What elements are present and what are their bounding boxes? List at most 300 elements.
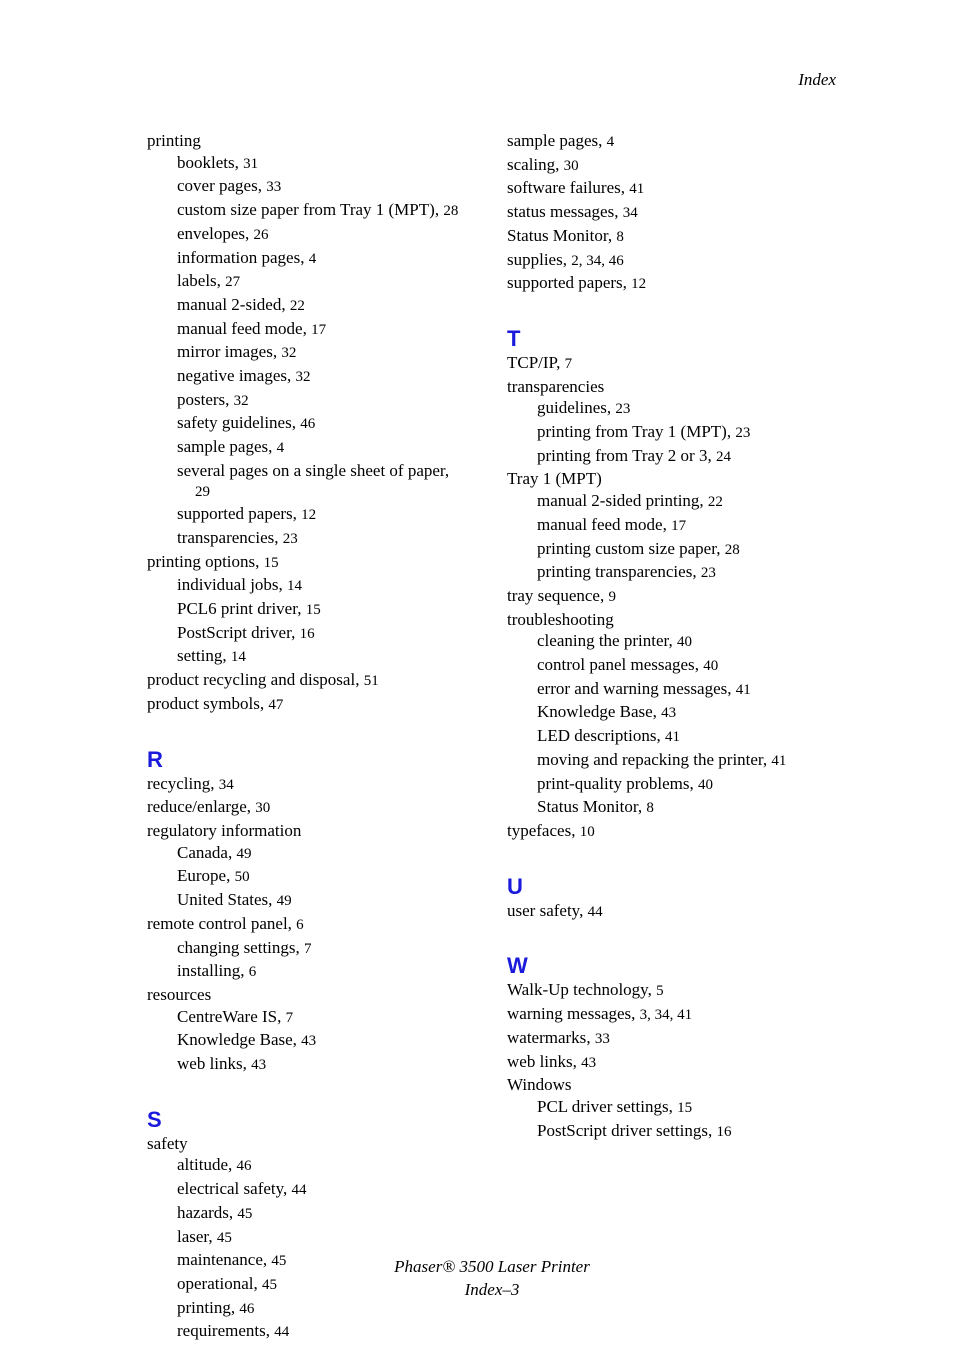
index-subentry [147,937,492,961]
index-separator: , [244,223,254,243]
index-subentry [147,1320,492,1344]
index-page-ref: 47 [268,696,284,713]
index-term: Tray 1 (MPT) [507,469,602,489]
index-page-ref: 45 [261,1276,277,1293]
index-term: supported papers [177,504,293,524]
index-subentry [147,1029,492,1053]
index-separator: , [556,352,565,372]
index-page-ref: 46 [239,1300,255,1317]
index-page-ref: 34 [218,776,234,793]
index-separator: , [226,866,235,886]
index-subentry [147,1178,492,1202]
index-entry [147,551,492,575]
index-term: booklets [177,152,235,172]
index-separator: , [222,646,231,666]
index-separator: , [607,225,617,245]
index-separator: , [291,622,300,642]
index-subentry [507,490,847,514]
page-footer [0,1256,954,1301]
index-entry [147,693,492,717]
index-term: transparencies [507,376,605,396]
index-separator: , [230,1297,240,1317]
index-separator: , [572,1051,582,1071]
index-term: manual 2-sided [177,294,282,314]
index-term: Knowledge Base [537,702,653,722]
index-term: sample pages [507,131,599,150]
index-subentry [507,725,847,749]
index-entry [507,154,847,178]
index-separator: , [283,1179,292,1199]
footer-product-name: Phaser® 3500 Laser Printer [394,1257,590,1276]
index-subentry [507,749,847,773]
index-page-ref: 6 [296,916,304,933]
index-term: operational [177,1273,254,1293]
index-page-ref: 28 [724,541,740,558]
index-subentry [147,389,492,413]
index-subentry [147,152,492,176]
index-subentry [147,412,492,436]
index-term: posters [177,389,226,409]
index-term: regulatory information [147,820,302,840]
index-page-ref: 40 [676,634,692,651]
index-subentry [147,199,492,223]
index-term: watermarks [507,1027,587,1047]
index-separator: , [647,980,657,1000]
index-subentry [147,622,492,646]
index-entry [507,820,847,844]
index-page-ref: 28 [443,203,459,220]
index-separator: , [240,961,249,981]
index-page-ref: 23 [735,425,751,442]
index-term: altitude [177,1155,228,1175]
index-page-ref: 49 [276,893,292,910]
index-page-ref: 29 [195,483,210,500]
index-separator: , [637,797,647,817]
index-entry [147,130,492,152]
index-separator: , [253,1273,262,1293]
index-subentry [147,1154,492,1178]
index-page-ref: 41 [735,681,751,698]
index-separator: , [281,294,290,314]
index-term: cover pages [177,176,258,196]
index-page-ref: 32 [295,369,311,386]
index-term: safety guidelines [177,413,292,433]
index-separator: , [598,131,607,150]
index-page-ref: 43 [251,1057,267,1074]
index-subentry [147,436,492,460]
index-term: status messages [507,202,615,222]
index-page-ref: 3, 34, 41 [639,1007,693,1024]
index-separator: , [614,202,623,222]
index-page-ref: 44 [587,903,603,920]
index-term: Canada [177,842,228,862]
index-term: printing [177,1297,231,1317]
index-subentry [147,574,492,598]
index-separator: , [555,154,564,174]
index-separator: , [259,693,269,713]
index-subentry [147,247,492,271]
index-term: printing custom size paper [537,538,717,558]
index-page-ref: 7 [285,1009,294,1026]
index-separator: , [262,1250,272,1270]
index-page-ref: 6 [248,964,257,981]
index-term: Knowledge Base [177,1030,293,1050]
index-separator: , [726,422,736,442]
index-separator: , [668,1096,678,1116]
index-section-letter: R [147,746,163,772]
index-separator: , [227,842,237,862]
index-term: negative images [177,366,287,386]
index-separator: , [707,1120,717,1140]
index-separator: , [268,437,277,457]
running-header: Index [798,70,836,89]
index-page-ref: 15 [263,554,279,571]
index-entry [507,249,847,273]
index-term: PCL6 print driver [177,599,298,619]
index-page-ref: 15 [677,1099,693,1116]
index-separator: , [234,152,244,172]
index-entry [507,1051,847,1075]
index-page-ref: 43 [661,705,677,722]
index-page-ref: 14 [230,649,246,666]
index-page-ref: 33 [594,1030,610,1047]
index-subentry [507,701,847,725]
index-term: manual feed mode [177,318,303,338]
index-page-ref: 17 [311,321,327,338]
index-subentry [147,294,492,318]
index-separator: , [257,176,267,196]
index-separator: , [652,702,662,722]
index-separator: , [622,273,632,293]
index-page-ref: 43 [301,1033,317,1050]
index-term: Europe [177,866,227,886]
index-separator: , [265,1321,275,1341]
index-separator: , [620,178,630,198]
index-separator: , [277,1006,286,1026]
index-term: hazards [177,1202,229,1222]
index-section-letter: S [147,1106,162,1132]
index-subentry [507,561,847,585]
index-entry [147,773,492,797]
index-separator: , [242,1054,252,1074]
index-separator: , [210,773,219,793]
index-separator: , [571,820,580,840]
index-separator: , [302,318,312,338]
index-page-ref: 43 [581,1054,597,1071]
index-term: laser [177,1226,209,1246]
index-term: safety [147,1133,188,1153]
index-term: Windows [507,1075,572,1095]
index-separator: , [699,491,708,511]
index-separator: , [631,1004,640,1024]
index-separator: , [274,527,283,547]
index-term: PCL driver settings [537,1096,669,1116]
index-separator: , [586,1027,595,1047]
index-subentry [147,960,492,984]
index-subentry [147,1053,492,1077]
index-separator: , [444,460,450,480]
index-subentry [147,270,492,294]
index-page-ref: 22 [289,297,305,314]
index-subentry [147,175,492,199]
index-term: individual jobs [177,575,279,595]
index-term: changing settings [177,937,296,957]
index-subentry [507,514,847,538]
index-entry [507,900,847,924]
index-term: CentreWare IS [177,1006,278,1026]
index-section-letter: T [507,325,521,351]
index-entry [507,352,847,376]
index-page-ref: 41 [629,181,645,198]
index-separator: , [287,913,297,933]
index-term: tray sequence [507,585,600,605]
index-page-ref: 45 [216,1229,232,1246]
index-page-ref: 40 [698,776,714,793]
index-term: remote control panel [147,913,288,933]
index-separator: , [662,514,672,534]
index-entry [507,609,847,631]
index-page-ref: 14 [287,578,303,595]
index-page-ref: 23 [700,565,716,582]
index-page-ref: 32 [281,345,297,362]
index-subentry [147,318,492,342]
index-term: product symbols [147,693,260,713]
index-term: web links [177,1054,243,1074]
index-page-ref: 27 [225,274,241,291]
index-column-left [147,130,492,1344]
index-term: supplies [507,249,563,269]
index-page-ref: 8 [616,228,624,245]
index-separator: , [227,1155,237,1175]
index-separator: , [707,445,716,465]
index-page-ref: 49 [236,845,252,862]
index-page-ref: 34 [622,205,638,222]
index-term: recycling [147,773,211,793]
index-separator: , [579,900,588,920]
index-separator: , [694,655,704,675]
index-term: manual feed mode [537,514,663,534]
index-term: Walk-Up technology [507,980,648,1000]
index-page-ref: 45 [237,1205,253,1222]
index-term: software failures [507,178,621,198]
index-separator: , [668,631,677,651]
index-separator: , [278,575,288,595]
index-subentry [507,1096,847,1120]
index-page-ref: 4 [308,250,317,267]
index-term: installing [177,961,241,981]
index-entry [507,1003,847,1027]
index-separator: , [355,670,364,690]
index-section-letter: U [507,873,523,899]
index-term: mirror images [177,342,273,362]
index-subentry [147,223,492,247]
index-term: PostScript driver [177,622,292,642]
index-subentry [147,365,492,389]
index-term: reduce/enlarge [147,797,247,817]
index-page-ref: 9 [608,588,616,605]
index-subentry [147,1226,492,1250]
index-page-ref: 24 [715,448,731,465]
index-entry [147,820,492,842]
index-term: manual 2-sided printing [537,491,700,511]
index-term: web links [507,1051,573,1071]
index-entry [507,979,847,1003]
index-page-ref: 12 [301,507,317,524]
index-page-ref: 46 [300,416,316,433]
index-page-ref: 16 [716,1123,732,1140]
index-term: LED descriptions [537,726,657,746]
index-term: printing from Tray 2 or 3 [537,445,708,465]
index-term: several pages on a single sheet of paper [177,460,445,480]
index-term: Status Monitor [537,797,638,817]
index-term: printing transparencies [537,562,693,582]
index-term: envelopes [177,223,245,243]
index-entry [147,796,492,820]
index-term: printing [147,131,201,150]
index-subentry [507,678,847,702]
index-subentry [147,889,492,913]
index-separator: , [292,504,302,524]
index-term: electrical safety [177,1179,284,1199]
index-page-ref: 30 [255,800,271,817]
index-page-ref: 44 [291,1182,307,1199]
index-term: printing options [147,551,256,571]
index-term: information pages [177,247,301,267]
index-term: labels [177,271,217,291]
index-separator: , [225,389,234,409]
index-page-ref: 40 [703,658,719,675]
index-separator: , [727,678,736,698]
index-term: print-quality problems [537,773,690,793]
index-page-ref: 23 [282,530,298,547]
index-page-ref: 2, 34, 46 [571,252,624,269]
index-separator: , [716,538,725,558]
index-separator: , [300,247,309,267]
index-term: supported papers [507,273,623,293]
index-term: product recycling and disposal [147,670,356,690]
index-subentry [147,865,492,889]
index-page-ref: 23 [615,401,631,418]
index-subentry [147,598,492,622]
index-term: transparencies [177,527,275,547]
index-term: warning messages [507,1004,632,1024]
index-term: user safety [507,900,580,920]
index-page-ref: 51 [363,673,379,690]
index-entry [147,913,492,937]
index-term: control panel messages [537,655,695,675]
index-page-ref: 44 [274,1324,290,1341]
index-separator: , [297,599,306,619]
index-subentry [507,796,847,820]
index-entry [507,201,847,225]
footer-page-number: Index–3 [464,1279,520,1299]
index-entry [507,272,847,296]
index-page-ref: 22 [707,494,723,511]
index-term: PostScript driver settings [537,1120,708,1140]
index-separator: , [216,271,226,291]
index-subentry [147,460,492,503]
index-separator: , [562,249,572,269]
index-entry [507,225,847,249]
index-column-right [507,130,847,1143]
index-separator: , [762,749,772,769]
index-term: typefaces [507,820,572,840]
index-separator: , [268,890,277,910]
index-entry [147,669,492,693]
index-subentry [507,1120,847,1144]
index-subentry [147,645,492,669]
index-subentry [147,527,492,551]
index-page-ref: 41 [771,752,787,769]
index-entry [507,1074,847,1096]
index-page-ref: 17 [671,517,687,534]
index-entry [507,177,847,201]
index-separator: , [606,398,616,418]
index-page-ref: 16 [299,625,315,642]
index-entry [507,1027,847,1051]
index-entry [147,1133,492,1155]
index-subentry [147,341,492,365]
index-page-ref: 30 [563,157,579,174]
index-separator: , [272,342,282,362]
index-page-ref: 41 [664,729,680,746]
index-page-ref: 7 [564,355,573,372]
index-term: error and warning messages [537,678,728,698]
index-separator: , [255,551,264,571]
index-separator: , [287,366,296,386]
index-separator: , [689,773,699,793]
index-term: custom size paper from Tray 1 (MPT) [177,200,435,220]
index-separator: , [656,726,665,746]
index-separator: , [228,1202,238,1222]
index-term: resources [147,984,212,1004]
index-term: scaling [507,154,556,174]
index-separator: , [292,1030,302,1050]
index-subentry [507,654,847,678]
index-separator: , [692,562,701,582]
index-term: sample pages [177,437,269,457]
index-page-ref: 50 [234,869,250,886]
index-subentry [507,773,847,797]
index-subentry [147,1006,492,1030]
index-page-ref: 10 [579,823,595,840]
index-separator: , [291,413,301,433]
index-subentry [147,842,492,866]
index-page-ref: 4 [276,440,285,457]
index-subentry [147,1202,492,1226]
index-page-ref: 7 [304,940,312,957]
index-page-ref: 15 [305,602,321,619]
index-term: United States [177,890,269,910]
index-subentry [507,421,847,445]
index-term: setting [177,646,223,666]
index-term: cleaning the printer [537,631,669,651]
index-entry [147,984,492,1006]
index-term: moving and repacking the printer [537,749,763,769]
index-term: troubleshooting [507,609,614,629]
index-term: requirements [177,1321,266,1341]
index-page-ref: 45 [271,1253,287,1270]
index-separator: , [246,797,256,817]
index-separator: , [599,585,609,605]
index-subentry [147,503,492,527]
index-term: maintenance [177,1250,263,1270]
index-term: TCP/IP [507,352,557,372]
index-entry [507,468,847,490]
index-section-letter: W [507,953,528,979]
index-page-ref: 5 [656,983,664,1000]
index-entry [507,585,847,609]
